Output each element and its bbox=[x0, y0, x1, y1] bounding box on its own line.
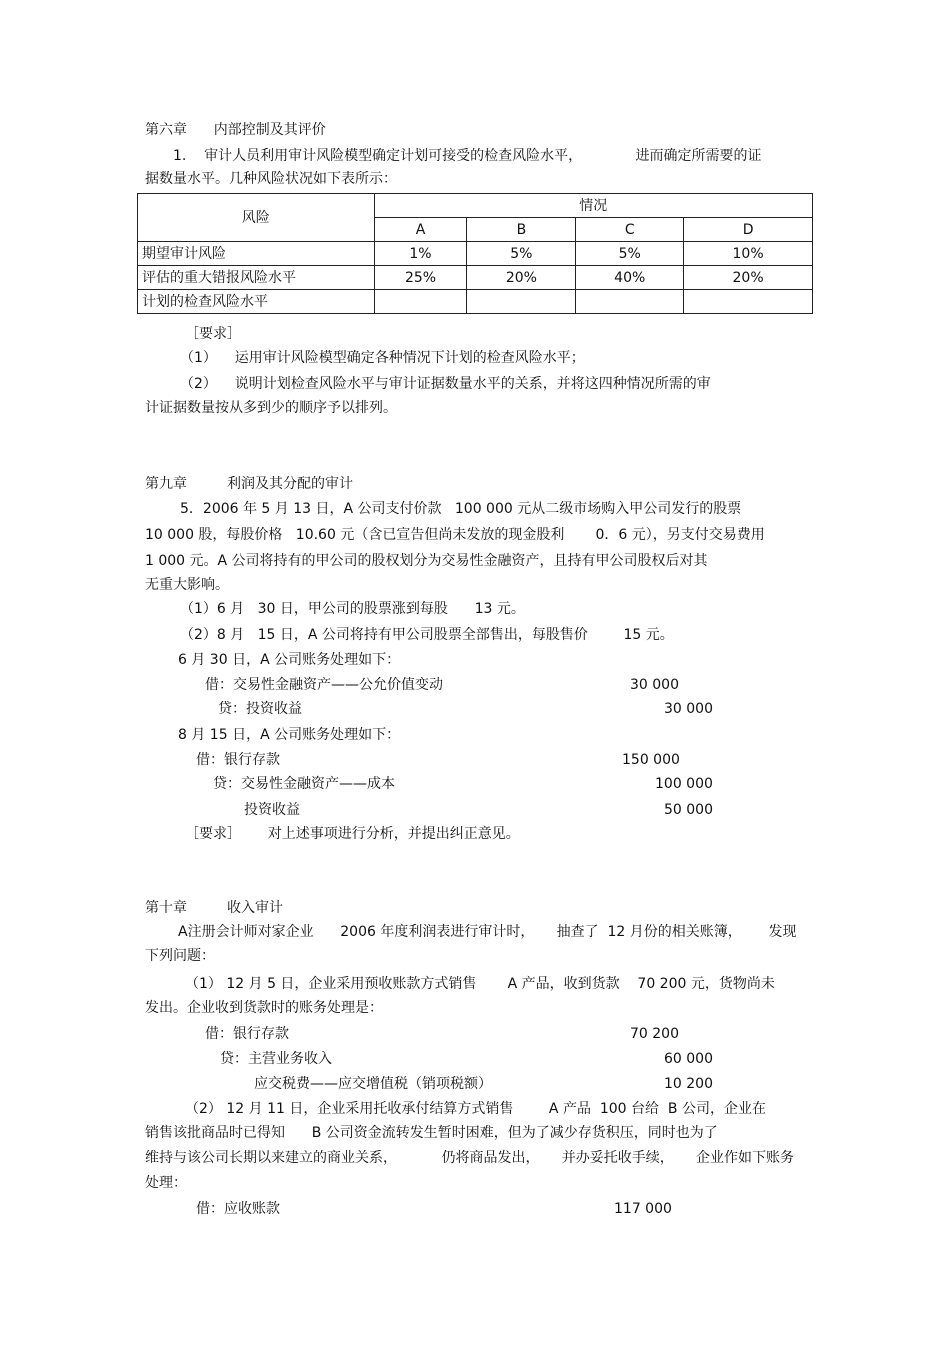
paragraph-line: 5．2006 年 5 月 13 日，A 公司支付价款 100 000 元从二级市场购入甲公司发行的股票 bbox=[180, 501, 742, 517]
item-1: （1）6 月 30 日，甲公司的股票涨到每股 13 元。 bbox=[180, 601, 525, 617]
paragraph-line: 1 000 元。A 公司将持有的甲公司的股权划分为交易性金融资产，且持有甲公司股权后对其 bbox=[145, 553, 708, 569]
table-cell: 40% bbox=[576, 266, 684, 290]
journal-amount: 70 200 bbox=[630, 1026, 679, 1042]
table-cell: 25% bbox=[374, 266, 467, 290]
item-2: （2）8 月 15 日，A 公司将持有甲公司股票全部售出，每股售价 15 元。 bbox=[180, 627, 674, 643]
item-2-cont: 维持与该公司长期以来建立的商业关系， 仍将商品发出， 并办妥托收手续， 企业作如下账务 bbox=[145, 1150, 795, 1166]
journal-debit: 借：交易性金融资产——公允价值变动 bbox=[205, 677, 443, 693]
requirement-1: （1） 运用审计风险模型确定各种情况下计划的检查风险水平； bbox=[180, 350, 585, 366]
journal-credit: 贷：交易性金融资产——成本 bbox=[213, 776, 395, 792]
table-row bbox=[138, 290, 813, 314]
journal-debit: 借：银行存款 bbox=[196, 752, 280, 768]
item-2-cont: 处理： bbox=[145, 1175, 187, 1191]
journal-credit: 贷：投资收益 bbox=[218, 701, 302, 717]
col-header: D bbox=[684, 218, 813, 242]
paragraph-line: 下列问题： bbox=[145, 948, 215, 964]
journal-debit: 借：银行存款 bbox=[205, 1026, 289, 1042]
risk-header: 风险 bbox=[138, 194, 375, 242]
journal-amount: 60 000 bbox=[664, 1051, 713, 1067]
situation-header: 情况 bbox=[374, 194, 812, 218]
item-1: （1） 12 月 5 日，企业采用预收账款方式销售 A 产品，收到货款 70 200 元，货物尚未 bbox=[185, 976, 775, 992]
journal-2-heading: 8 月 15 日，A 公司账务处理如下： bbox=[178, 727, 401, 743]
row-label: 期望审计风险 bbox=[138, 242, 375, 266]
requirement-2-cont: 计证据数量按从多到少的顺序予以排列。 bbox=[145, 400, 397, 416]
requirement-label: ［要求］ 对上述事项进行分析，并提出纠正意见。 bbox=[185, 826, 520, 842]
row-label: 评估的重大错报风险水平 bbox=[138, 266, 375, 290]
journal-amount: 10 200 bbox=[664, 1076, 713, 1092]
journal-credit: 投资收益 bbox=[244, 802, 300, 818]
table-cell: 1% bbox=[374, 242, 467, 266]
item-2: （2） 12 月 11 日，企业采用托收承付结算方式销售 A 产品 100 台给 B 公司，企业在 bbox=[185, 1101, 766, 1117]
journal-amount: 150 000 bbox=[622, 752, 680, 768]
col-header: C bbox=[576, 218, 684, 242]
journal-credit: 贷：主营业务收入 bbox=[220, 1051, 332, 1067]
table-row bbox=[138, 242, 813, 266]
table-cell bbox=[576, 290, 684, 314]
table-cell: 10% bbox=[684, 242, 813, 266]
table-cell: 5% bbox=[467, 242, 576, 266]
requirement-2: （2） 说明计划检查风险水平与审计证据数量水平的关系，并将这四种情况所需的审 bbox=[180, 376, 711, 392]
item-1-cont: 发出。企业收到货款时的账务处理是： bbox=[145, 1000, 383, 1016]
table-cell: 5% bbox=[576, 242, 684, 266]
table-cell: 20% bbox=[467, 266, 576, 290]
col-header: A bbox=[374, 218, 467, 242]
chapter-6-heading: 第六章 内部控制及其评价 bbox=[145, 122, 326, 138]
paragraph-line: A注册会计师对家企业 2006 年度利润表进行审计时， 抽查了 12 月份的相关账簿， 发现 bbox=[178, 924, 797, 940]
paragraph-line: 10 000 股，每股价格 10.60 元（含已宣告但尚未发放的现金股利 0．6 元），另支付交易费用 bbox=[145, 527, 765, 543]
table-cell bbox=[467, 290, 576, 314]
journal-amount: 117 000 bbox=[614, 1201, 672, 1217]
journal-amount: 50 000 bbox=[664, 802, 713, 818]
paragraph-line: 无重大影响。 bbox=[145, 577, 229, 593]
journal-debit: 借：应收账款 bbox=[196, 1201, 280, 1217]
journal-credit: 应交税费——应交增值税（销项税额） bbox=[254, 1076, 492, 1092]
table-row bbox=[138, 266, 813, 290]
item-2-cont: 销售该批商品时已得知 B 公司资金流转发生暂时困难，但为了减少存货积压，同时也为了 bbox=[145, 1125, 718, 1141]
table-cell: 20% bbox=[684, 266, 813, 290]
journal-1-heading: 6 月 30 日，A 公司账务处理如下： bbox=[178, 652, 401, 668]
row-label: 计划的检查风险水平 bbox=[138, 290, 375, 314]
risk-table bbox=[137, 193, 813, 314]
table-cell bbox=[374, 290, 467, 314]
journal-amount: 100 000 bbox=[655, 776, 713, 792]
journal-amount: 30 000 bbox=[664, 701, 713, 717]
journal-amount: 30 000 bbox=[630, 677, 679, 693]
question-1-line-1: 1. 审计人员利用审计风险模型确定计划可接受的检查风险水平， 进而确定所需要的证 bbox=[173, 148, 762, 164]
table-cell bbox=[684, 290, 813, 314]
chapter-10-heading: 第十章 收入审计 bbox=[145, 900, 284, 916]
requirement-label: ［要求］ bbox=[185, 326, 241, 342]
col-header: B bbox=[467, 218, 576, 242]
chapter-9-heading: 第九章 利润及其分配的审计 bbox=[145, 476, 354, 492]
question-1-line-2: 据数量水平。几种风险状况如下表所示： bbox=[145, 171, 397, 187]
